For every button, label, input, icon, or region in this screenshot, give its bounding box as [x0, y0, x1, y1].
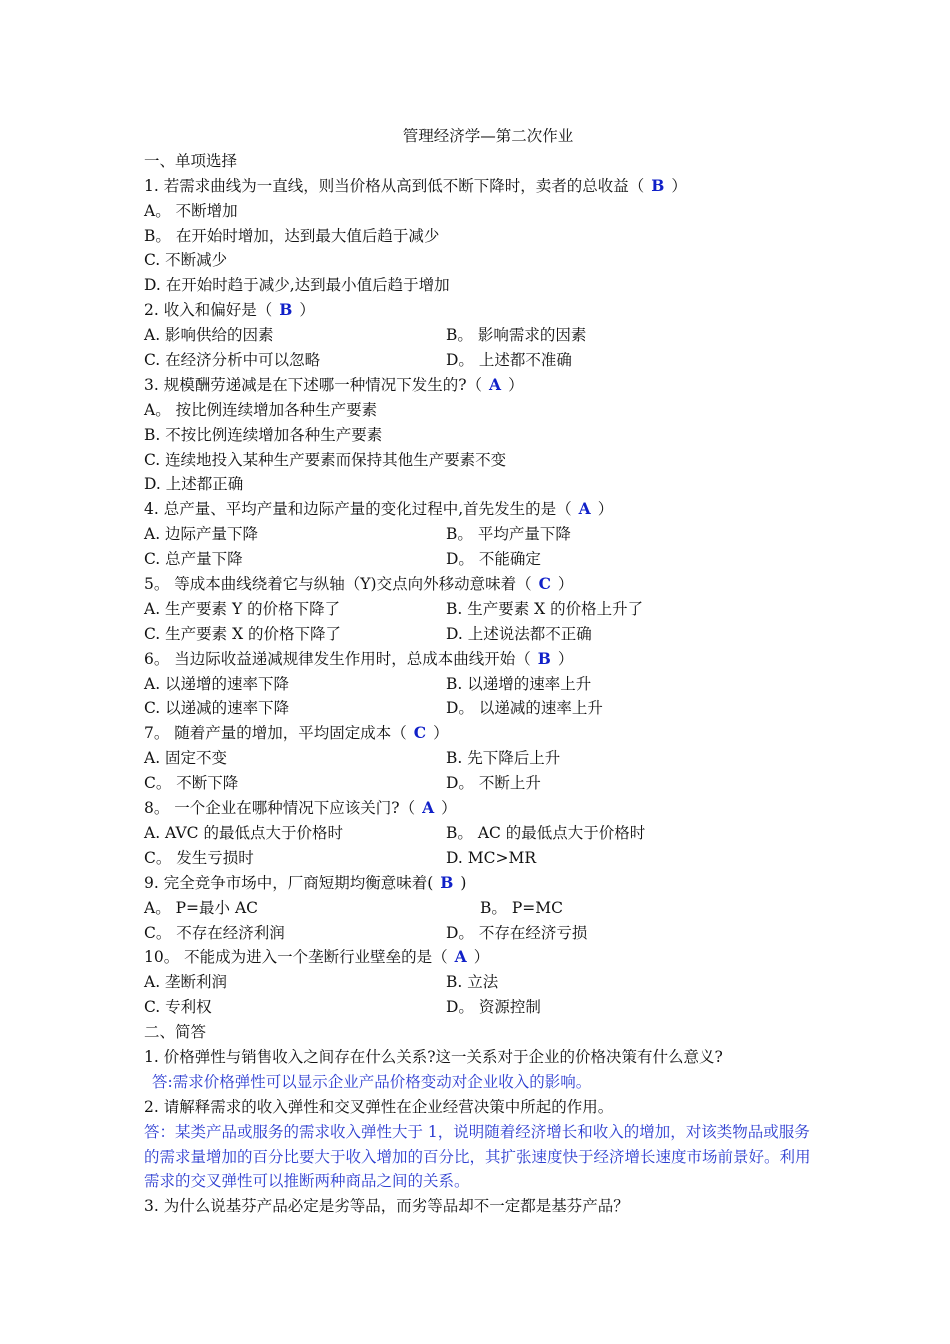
question-close: ) — [460, 873, 467, 892]
question-close: ） — [433, 724, 449, 743]
option-b: B。 P=MC — [480, 898, 563, 917]
option-row — [144, 921, 824, 946]
question-stem: 2. 收入和偏好是（ — [144, 301, 273, 320]
question-6 — [144, 647, 824, 672]
question-5 — [144, 572, 824, 597]
short-question-1: 1. 价格弹性与销售收入之间存在什么关系?这一关系对于企业的价格决策有什么意义? — [144, 1047, 723, 1066]
option-b: B。 在开始时增加，达到最大值后趋于减少 — [144, 226, 440, 245]
question-close: ） — [441, 799, 457, 818]
option-a: A. 垄断利润 — [144, 973, 228, 992]
option-row — [144, 348, 824, 373]
section-heading-choice: 一、单项选择 — [144, 151, 238, 170]
option-b: B。 影响需求的因素 — [446, 326, 587, 345]
option-d: D. MC>MR — [446, 848, 536, 867]
option-b: B。 AC 的最低点大于价格时 — [446, 823, 646, 842]
question-stem: 8。 一个企业在哪种情况下应该关门?（ — [144, 799, 416, 818]
option-row — [144, 522, 824, 547]
option-b: B。 平均产量下降 — [446, 525, 571, 544]
option-c: C. 连续地投入某种生产要素而保持其他生产要素不变 — [144, 450, 507, 469]
answer-mark: B — [279, 300, 293, 320]
option-a: A. 生产要素 Y 的价格下降了 — [144, 599, 341, 618]
question-1 — [144, 174, 824, 199]
option-d: D. 上述都正确 — [144, 475, 244, 494]
document-body — [144, 124, 824, 1219]
option-b: B. 立法 — [446, 973, 499, 992]
option-d: D。 不能确定 — [446, 550, 541, 569]
option-d: D。 上述都不准确 — [446, 351, 572, 370]
option-row — [144, 696, 824, 721]
option-b: B. 不按比例连续增加各种生产要素 — [144, 425, 383, 444]
option-a: A. 以递增的速率下降 — [144, 674, 290, 693]
question-close: ） — [473, 948, 490, 967]
option-c: C. 专利权 — [144, 998, 212, 1017]
answer-mark: A — [454, 947, 467, 967]
question-close: ） — [299, 301, 315, 320]
short-answer-1: 答:需求价格弹性可以显示企业产品价格变动对企业收入的影响。 — [152, 1072, 592, 1091]
option-d: D。 以递减的速率上升 — [446, 699, 603, 718]
answer-mark: C — [413, 723, 427, 743]
option-a: A. 固定不变 — [144, 749, 228, 768]
option-row — [144, 821, 824, 846]
option-row — [144, 746, 824, 771]
answer-mark: C — [538, 574, 551, 594]
section-heading-short-answer: 二、简答 — [144, 1023, 207, 1042]
option-row — [144, 846, 824, 871]
answer-mark: A — [578, 499, 591, 519]
question-2 — [144, 298, 824, 323]
option-d: D。 不存在经济亏损 — [446, 923, 588, 942]
option-row — [144, 970, 824, 995]
option-d: D. 在开始时趋于减少,达到最小值后趋于增加 — [144, 276, 450, 295]
option-a: A。 不断增加 — [144, 201, 238, 220]
short-question-3: 3. 为什么说基芬产品必定是劣等品，而劣等品却不一定都是基芬产品？ — [144, 1197, 629, 1216]
option-c: C. 总产量下降 — [144, 550, 243, 569]
answer-mark: B — [537, 648, 551, 668]
option-row — [144, 672, 824, 697]
question-stem: 10。 不能成为进入一个垄断行业壁垒的是（ — [144, 948, 448, 967]
question-close: ） — [597, 500, 614, 519]
option-row — [144, 896, 824, 921]
answer-mark: A — [489, 374, 502, 394]
question-4 — [144, 497, 824, 522]
question-10 — [144, 945, 824, 970]
answer-mark: B — [440, 872, 454, 892]
answer-mark: B — [651, 175, 665, 195]
option-row — [144, 622, 824, 647]
question-stem: 6。 当边际收益递减规律发生作用时，总成本曲线开始（ — [144, 649, 531, 668]
option-a: A. AVC 的最低点大于价格时 — [144, 823, 343, 842]
option-a: A。 P=最小 AC — [144, 898, 259, 917]
question-stem: 3. 规模酬劳递减是在下述哪一种情况下发生的?（ — [144, 375, 483, 394]
option-c: C. 不断减少 — [144, 251, 228, 270]
option-b: B. 先下降后上升 — [446, 749, 561, 768]
option-c: C. 以递减的速率下降 — [144, 699, 290, 718]
option-d: D. 上述说法都不正确 — [446, 624, 592, 643]
answer-mark: A — [422, 798, 435, 818]
option-row — [144, 597, 824, 622]
option-d: D。 不断上升 — [446, 774, 541, 793]
question-7 — [144, 721, 824, 746]
option-row — [144, 995, 824, 1020]
option-row — [144, 771, 824, 796]
option-c: C。 不存在经济利润 — [144, 923, 285, 942]
option-d: D。 资源控制 — [446, 998, 541, 1017]
option-row — [144, 323, 824, 348]
question-close: ） — [671, 176, 687, 195]
option-b: B. 生产要素 X 的价格上升了 — [446, 599, 644, 618]
short-question-2: 2. 请解释需求的收入弹性和交叉弹性在企业经营决策中所起的作用。 — [144, 1097, 614, 1116]
question-stem: 1. 若需求曲线为一直线，则当价格从高到低不断下降时，卖者的总收益（ — [144, 176, 645, 195]
question-stem: 5。 等成本曲线绕着它与纵轴（Y)交点向外移动意味着（ — [144, 575, 532, 594]
option-a: A. 影响供给的因素 — [144, 326, 274, 345]
option-c: C. 在经济分析中可以忽略 — [144, 351, 321, 370]
document-title: 管理经济学—第二次作业 — [402, 127, 574, 145]
option-row — [144, 547, 824, 572]
question-close: ） — [557, 575, 574, 594]
option-c: C。 发生亏损时 — [144, 848, 254, 867]
option-a: A. 边际产量下降 — [144, 525, 259, 544]
question-stem: 7。 随着产量的增加，平均固定成本（ — [144, 724, 407, 743]
short-answer-2: 答：某类产品或服务的需求收入弹性大于 1，说明随着经济增长和收入的增加，对该类物品或服务的需求量增加的百分比要大于收入增加的百分比，其扩张速度快于经济增长速度市场前景好。利用需求的交叉弹性可以推断两种商品之间的关系。 — [144, 1122, 811, 1191]
question-9 — [144, 871, 824, 896]
question-3 — [144, 373, 824, 398]
question-close: ） — [508, 375, 524, 394]
option-c: C. 生产要素 X 的价格下降了 — [144, 624, 342, 643]
option-a: A。 按比例连续增加各种生产要素 — [144, 400, 378, 419]
question-close: ） — [557, 649, 574, 668]
option-c: C。 不断下降 — [144, 774, 239, 793]
question-stem: 4. 总产量、平均产量和边际产量的变化过程中,首先发生的是（ — [144, 500, 572, 519]
question-8 — [144, 796, 824, 821]
question-stem: 9. 完全竞争市场中，厂商短期均衡意味着( — [144, 873, 434, 892]
option-b: B. 以递增的速率上升 — [446, 674, 592, 693]
